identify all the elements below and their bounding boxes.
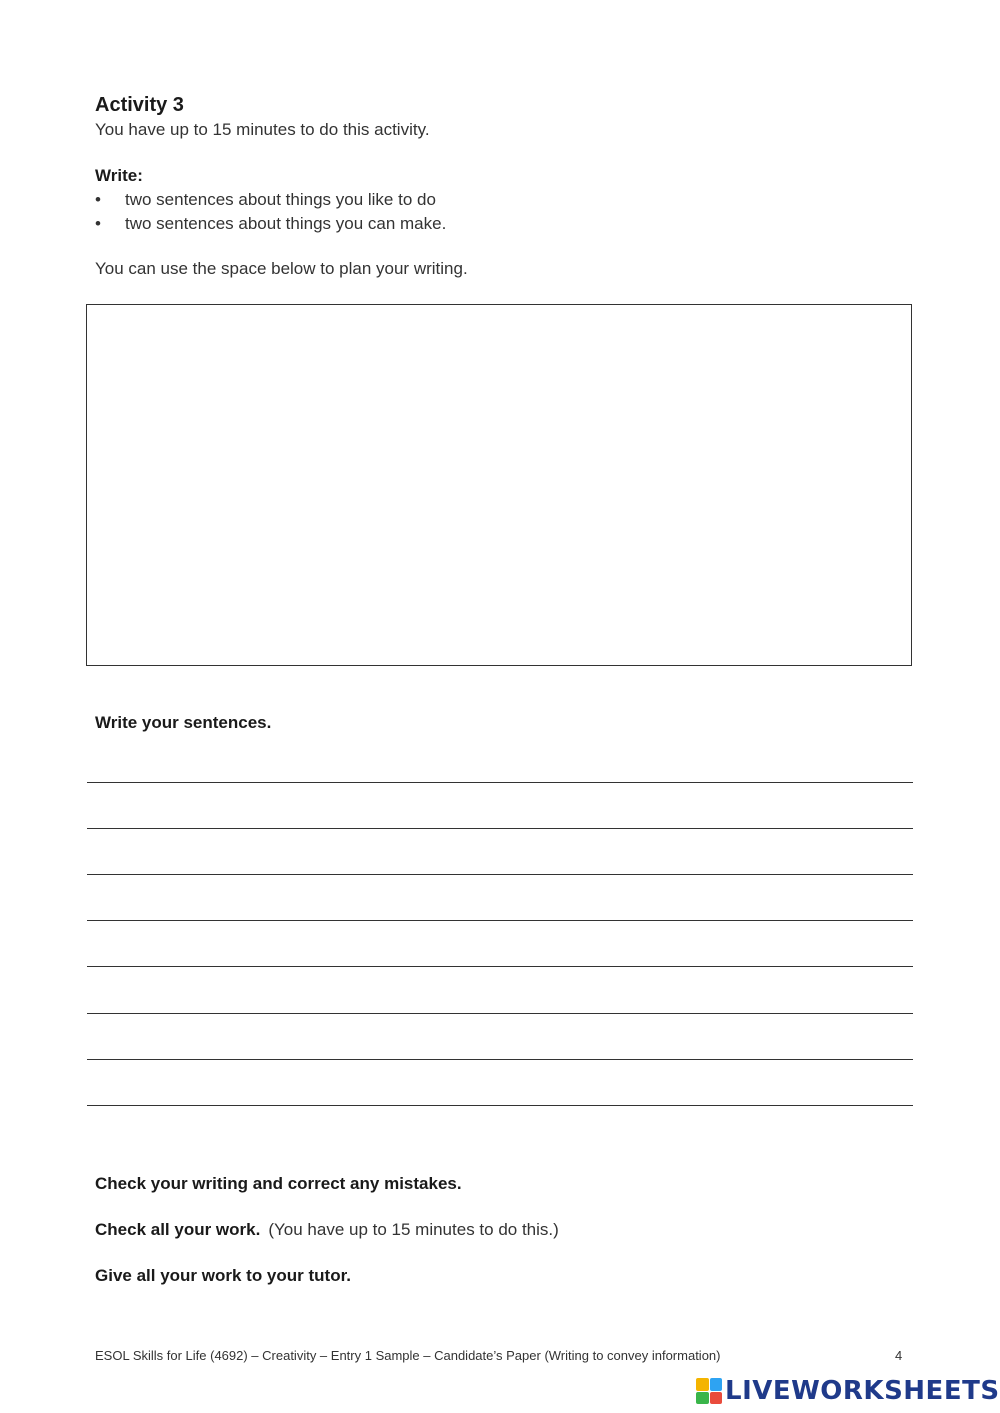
answer-line-4[interactable]: [87, 920, 913, 921]
page-number: 4: [895, 1348, 903, 1363]
answer-line-2[interactable]: [87, 828, 913, 829]
task-bullet-1: • two sentences about things you like to do: [95, 188, 446, 212]
check-all-bold: Check all your work.: [95, 1220, 261, 1239]
answer-line-8[interactable]: [87, 1105, 913, 1106]
answer-line-5[interactable]: [87, 966, 913, 967]
liveworksheets-logo-text: LIVEWORKSHEETS: [725, 1376, 1000, 1406]
write-label: Write:: [95, 166, 143, 185]
planning-box[interactable]: [86, 304, 912, 666]
check-all-note: (You have up to 15 minutes to do this.): [268, 1220, 559, 1239]
activity-title: Activity 3: [95, 94, 184, 116]
liveworksheets-logo-icon: [696, 1378, 722, 1404]
activity-time-note: You have up to 15 minutes to do this activity.: [95, 120, 430, 139]
answer-line-1[interactable]: [87, 782, 913, 783]
task-bullet-2: • two sentences about things you can make.: [95, 212, 446, 236]
plan-hint: You can use the space below to plan your writing.: [95, 259, 468, 278]
task-bullet-list: [95, 188, 446, 236]
answer-line-3[interactable]: [87, 874, 913, 875]
answer-line-7[interactable]: [87, 1059, 913, 1060]
check-all-instruction: [95, 1220, 559, 1240]
give-work-instruction: Give all your work to your tutor.: [95, 1266, 351, 1285]
sentences-label: Write your sentences.: [95, 713, 272, 732]
answer-line-6[interactable]: [87, 1013, 913, 1014]
footer-text: ESOL Skills for Life (4692) – Creativity – Entry 1 Sample – Candidate’s Paper (Writing to convey information): [95, 1348, 721, 1363]
liveworksheets-logo: [696, 1376, 1000, 1406]
check-mistakes-instruction: Check your writing and correct any mistakes.: [95, 1174, 462, 1193]
